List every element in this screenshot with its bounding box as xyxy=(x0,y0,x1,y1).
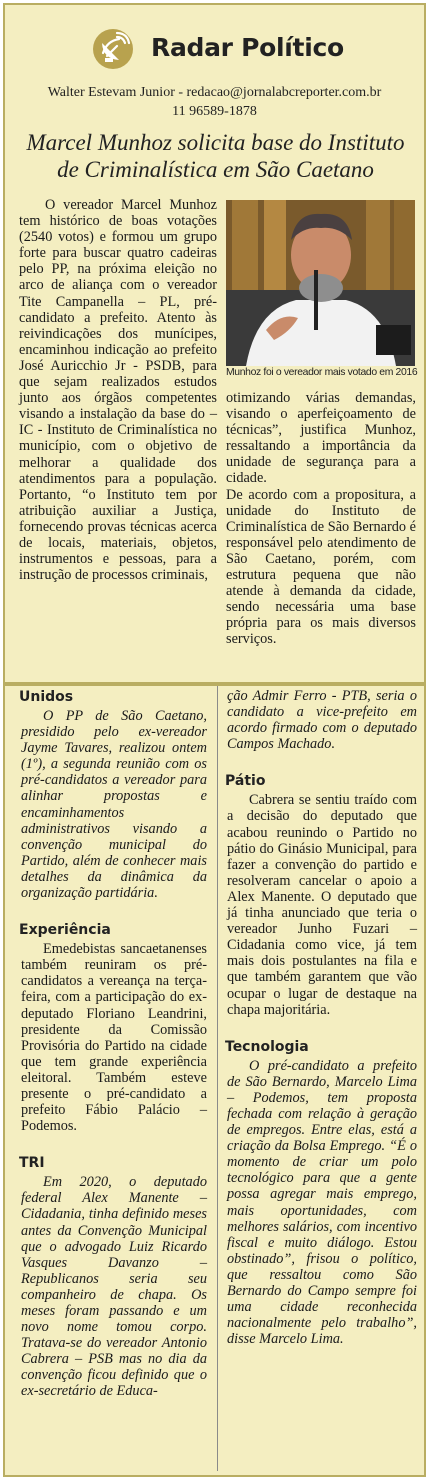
article-paragraph: O vereador Marcel Munhoz tem histórico de boas votações (2540 votos) e formou um grupo forte para buscar quatro cadeiras pelo PP, na próxima eleição no arco de aliança com o vereador Tite Campanella – PL, pré-candidato a prefeito. Atento às reivindicações dos munícipes, encaminhou indicação ao prefeito José Auricchio Jr - PSDB, para que sejam realizados estudos junto aos órgãos competentes visando a instalação da base do – IC - Instituto de Criminalística no município, com o objetivo de melhorar a qualidade dos atendimentos para a população. Portanto, “o Instituto tem por atribuição auxiliar a Justiça, fornecendo provas técnicas acerca de locais, materiais, objetos, instrumentos e pessoas, para a instrução de processos criminais, xyxy=(19,197,217,584)
note-text: Emedebistas sancaetanenses também reuniram os pré-candidatos a vereança na terça-feira, com a participação do ex-deputado Floriano Leandrini, presidente da Comissão Provisória do Partido na cidade que tem grande experiência eleitoral. Também esteve presente o pré-candidato a prefeito Fábio Palácio – Podemos. xyxy=(21,941,207,1135)
note-text: O PP de São Caetano, presidido pelo ex-vereador Jayme Tavares, realizou ontem (1º), a segunda reunião com os pré-candidatos a vereador para alinhar propostas e encaminhamentos administrativos visando a convenção municipal do Partido, além de conhecer mais detalhes da dinâmica da organização partidária. xyxy=(21,708,207,902)
satellite-dish-icon xyxy=(93,29,133,69)
notes-left-column xyxy=(21,688,207,1400)
article-left-column xyxy=(19,197,217,583)
column-title: Radar Político xyxy=(151,33,344,62)
headline: Marcel Munhoz solicita base do Instituto de Criminalística em São Caetano xyxy=(26,130,405,182)
note-title: Unidos xyxy=(19,689,74,705)
column-rule xyxy=(217,686,218,1471)
photo-caption: Munhoz foi o vereador mais votado em 2016 xyxy=(226,367,418,378)
note-title: Tecnologia xyxy=(225,1038,309,1055)
article-photo xyxy=(226,200,415,366)
note-title: TRI xyxy=(19,1155,45,1172)
article-right-column xyxy=(226,390,416,648)
article-paragraph-continued: otimizando várias demandas, visando o aperfeiçoamento de técnicas”, justifica Munhoz, ressaltando a importância da unidade de segurança para a cidade. xyxy=(226,390,416,487)
note-tri xyxy=(21,1154,207,1399)
section-divider xyxy=(5,682,424,686)
note-title: Experiência xyxy=(19,922,111,939)
page xyxy=(3,3,426,1477)
note-text: Cabrera se sentiu traído com a decisão do deputado que acabou reunindo o Partido no pátio do Ginásio Municipal, para fazer a convenção do partido e resolveram cancelar o apoio a Alex Manente. O deputado que já tinha anunciado que teria o vereador Junho Fuzari – Cidadania como vice, já tem mais dois postulantes na fila e que também garantem que vão ocupar o lugar de destaque na chapa majoritária. xyxy=(227,792,417,1018)
notes-right-column xyxy=(227,688,417,1347)
note-tecnologia xyxy=(227,1038,417,1348)
header xyxy=(5,5,424,125)
note-text: Em 2020, o deputado federal Alex Manente – Cidadania, tinha definido meses antes da Convenção Municipal que o advogado Luiz Ricardo Vasques Davanzo – Republicanos seria seu companheiro de chapa. Os meses foram passando e um novo nome tomou corpo. Tratava-se do vereador Antonio Cabrera – PSB mas no dia da convenção ficou definido que o ex-secretário de Educa- xyxy=(21,1174,207,1400)
note-patio xyxy=(227,772,417,1017)
note-text: O pré-candidato a prefeito de São Bernardo, Marcelo Lima – Podemos, tem proposta fechada com relação à geração de empregos. Entre elas, está a criação da Bolsa Emprego. “É o momento de criar um polo tecnológico para que a gente possa agregar mais emprego, mais oportunidades, com melhores salários, com incentivo fiscal e muito diálogo. Estou obstinado”, frisou o político, que ressaltou como São Bernardo do Campo sempre foi uma cidade reconhecida nacionalmente pelo trabalho”, disse Marcelo Lima. xyxy=(227,1057,417,1348)
note-unidos xyxy=(21,688,207,901)
article-paragraph: De acordo com a propositura, a unidade do Instituto de Criminalística de São Bernardo é responsável pelo atendimento de São Caetano, porém, com estrutura pequena que não atende à demanda da cidade, sendo necessária uma base própria para os mais diversos serviços. xyxy=(226,486,416,648)
note-experiencia xyxy=(21,921,207,1134)
phone-number: 11 96589-1878 xyxy=(172,104,257,119)
note-text-continued: ção Admir Ferro - PTB, seria o candidato a vice-prefeito em acordo firmado com o deputado Campos Machado. xyxy=(227,688,417,753)
author-line: Walter Estevam Junior - redacao@jornalabcreporter.com.br xyxy=(47,85,382,100)
note-title: Pátio xyxy=(225,773,266,790)
note-tri-continued xyxy=(227,688,417,752)
